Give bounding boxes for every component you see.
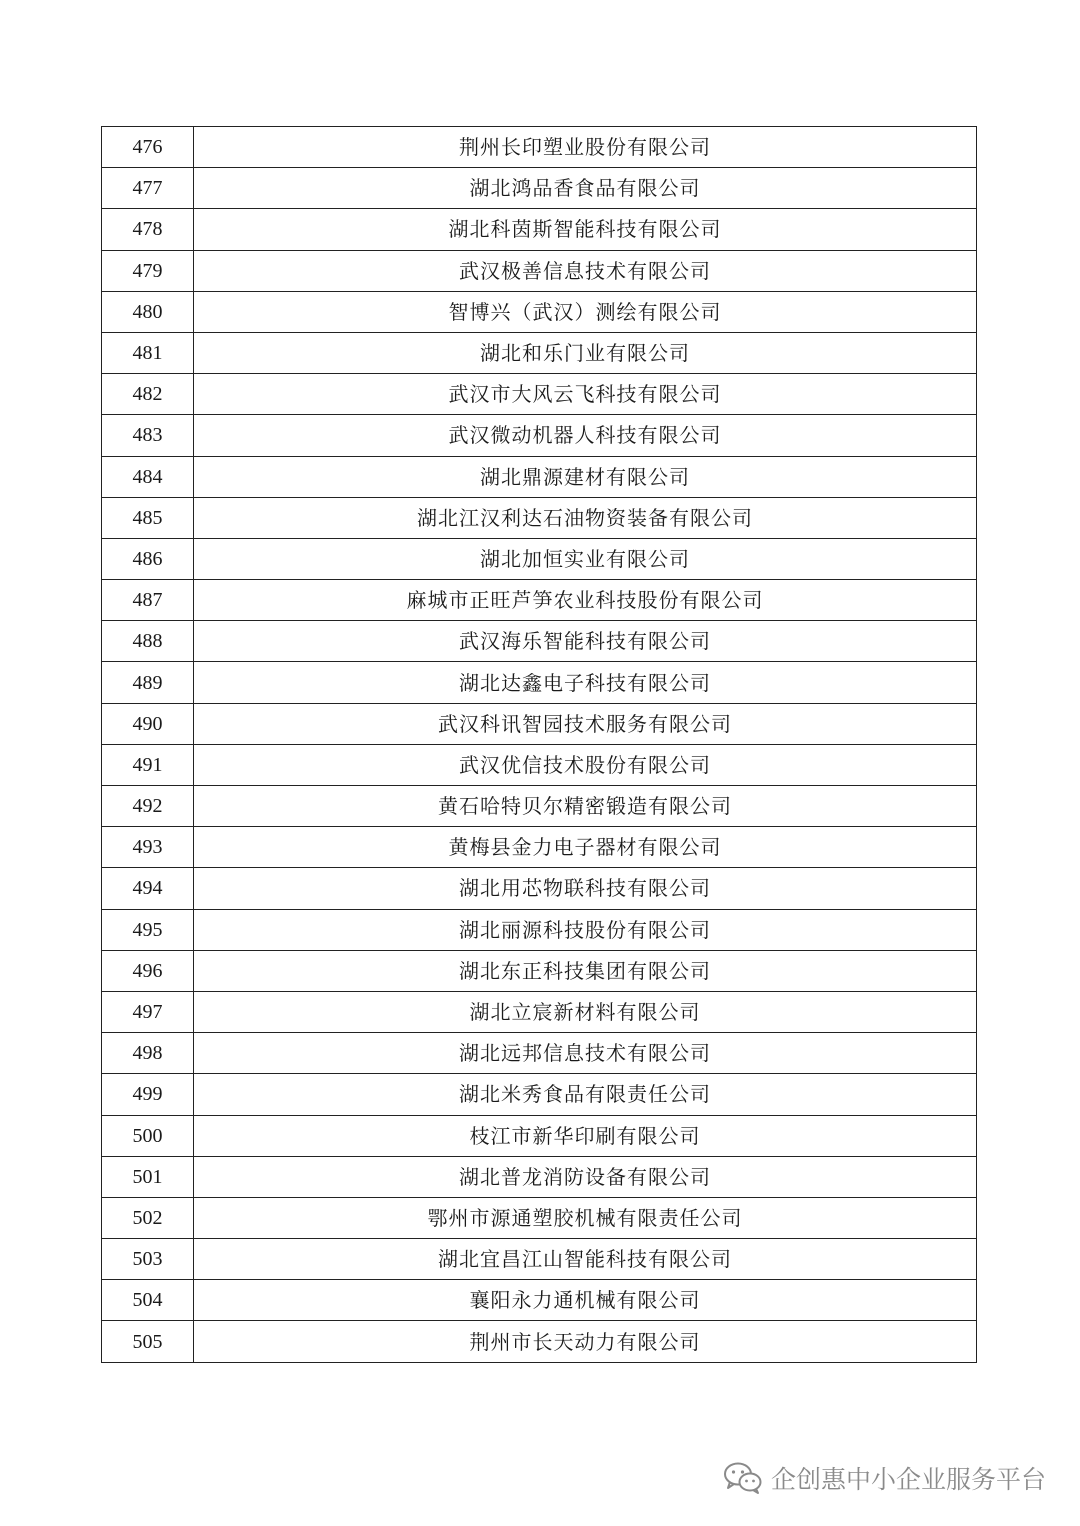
company-name: 武汉海乐智能科技有限公司: [194, 621, 977, 662]
row-number: 501: [102, 1156, 194, 1197]
table-row: [102, 1280, 977, 1321]
company-name: 湖北普龙消防设备有限公司: [194, 1156, 977, 1197]
table-row: [102, 456, 977, 497]
row-number: 488: [102, 621, 194, 662]
company-list-table: [101, 126, 977, 1363]
company-name: 武汉科讯智园技术服务有限公司: [194, 703, 977, 744]
table-row: [102, 291, 977, 332]
company-name: 枝江市新华印刷有限公司: [194, 1115, 977, 1156]
company-name: 武汉极善信息技术有限公司: [194, 250, 977, 291]
table-row: [102, 786, 977, 827]
company-name: 湖北达鑫电子科技有限公司: [194, 662, 977, 703]
table-row: [102, 1197, 977, 1238]
table-row: [102, 1239, 977, 1280]
table-row: [102, 415, 977, 456]
company-name: 武汉市大风云飞科技有限公司: [194, 374, 977, 415]
table-row: [102, 827, 977, 868]
company-name: 湖北和乐门业有限公司: [194, 332, 977, 373]
company-name: 智博兴（武汉）测绘有限公司: [194, 291, 977, 332]
company-name: 荆州长印塑业股份有限公司: [194, 127, 977, 168]
row-number: 491: [102, 744, 194, 785]
row-number: 494: [102, 868, 194, 909]
company-name: 荆州市长天动力有限公司: [194, 1321, 977, 1362]
company-name: 湖北丽源科技股份有限公司: [194, 909, 977, 950]
row-number: 504: [102, 1280, 194, 1321]
table-row: [102, 621, 977, 662]
row-number: 487: [102, 580, 194, 621]
table-row: [102, 497, 977, 538]
company-name: 麻城市正旺芦笋农业科技股份有限公司: [194, 580, 977, 621]
row-number: 493: [102, 827, 194, 868]
table-row: [102, 374, 977, 415]
table-row: [102, 1115, 977, 1156]
table-row: [102, 538, 977, 579]
watermark: [723, 1458, 1046, 1498]
row-number: 492: [102, 786, 194, 827]
table-row: [102, 950, 977, 991]
row-number: 500: [102, 1115, 194, 1156]
table-row: [102, 209, 977, 250]
row-number: 479: [102, 250, 194, 291]
row-number: 483: [102, 415, 194, 456]
table-row: [102, 1033, 977, 1074]
row-number: 477: [102, 168, 194, 209]
row-number: 480: [102, 291, 194, 332]
company-name: 湖北鼎源建材有限公司: [194, 456, 977, 497]
table-row: [102, 1156, 977, 1197]
row-number: 482: [102, 374, 194, 415]
company-name: 武汉微动机器人科技有限公司: [194, 415, 977, 456]
row-number: 484: [102, 456, 194, 497]
company-name: 黄梅县金力电子器材有限公司: [194, 827, 977, 868]
row-number: 478: [102, 209, 194, 250]
table-row: [102, 332, 977, 373]
company-name: 黄石哈特贝尔精密锻造有限公司: [194, 786, 977, 827]
row-number: 481: [102, 332, 194, 373]
row-number: 499: [102, 1074, 194, 1115]
row-number: 495: [102, 909, 194, 950]
row-number: 505: [102, 1321, 194, 1362]
row-number: 489: [102, 662, 194, 703]
row-number: 502: [102, 1197, 194, 1238]
table-row: [102, 909, 977, 950]
row-number: 496: [102, 950, 194, 991]
company-name: 鄂州市源通塑胶机械有限责任公司: [194, 1197, 977, 1238]
company-name: 襄阳永力通机械有限公司: [194, 1280, 977, 1321]
company-name: 湖北鸿品香食品有限公司: [194, 168, 977, 209]
company-name: 湖北科茵斯智能科技有限公司: [194, 209, 977, 250]
row-number: 485: [102, 497, 194, 538]
company-list-body: [102, 127, 977, 1363]
table-row: [102, 991, 977, 1032]
table-row: [102, 1321, 977, 1362]
row-number: 503: [102, 1239, 194, 1280]
company-name: 武汉优信技术股份有限公司: [194, 744, 977, 785]
table-row: [102, 703, 977, 744]
row-number: 486: [102, 538, 194, 579]
row-number: 490: [102, 703, 194, 744]
table-row: [102, 127, 977, 168]
row-number: 498: [102, 1033, 194, 1074]
table-row: [102, 250, 977, 291]
table-row: [102, 662, 977, 703]
row-number: 476: [102, 127, 194, 168]
wechat-icon: [723, 1461, 763, 1495]
company-name: 湖北立宸新材料有限公司: [194, 991, 977, 1032]
row-number: 497: [102, 991, 194, 1032]
table-row: [102, 168, 977, 209]
table-row: [102, 868, 977, 909]
company-name: 湖北东正科技集团有限公司: [194, 950, 977, 991]
table-row: [102, 580, 977, 621]
table-row: [102, 744, 977, 785]
table-row: [102, 1074, 977, 1115]
company-name: 湖北江汉利达石油物资装备有限公司: [194, 497, 977, 538]
company-name: 湖北用芯物联科技有限公司: [194, 868, 977, 909]
company-name: 湖北米秀食品有限责任公司: [194, 1074, 977, 1115]
company-name: 湖北宜昌江山智能科技有限公司: [194, 1239, 977, 1280]
watermark-text: 企创惠中小企业服务平台: [770, 1465, 1046, 1494]
company-name: 湖北加恒实业有限公司: [194, 538, 977, 579]
company-name: 湖北远邦信息技术有限公司: [194, 1033, 977, 1074]
